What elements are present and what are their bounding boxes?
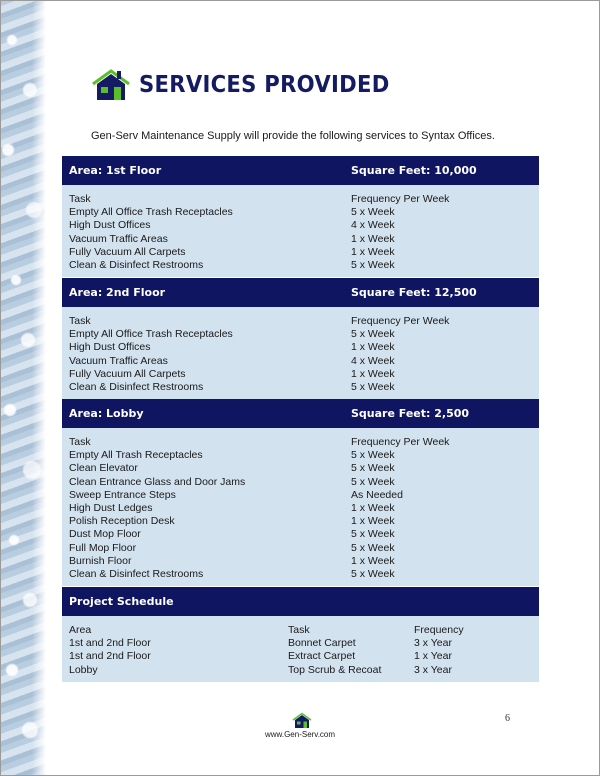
task-cell: Clean & Disinfect Restrooms [69,567,204,580]
schedule-title: Project Schedule [69,595,174,608]
frequency-cell: 3 x Year [414,637,452,650]
table-row [62,568,539,581]
col-task: Task [69,193,91,205]
frequency-cell: 5 x Week [351,567,395,580]
frequency-cell: 5 x Week [351,475,395,488]
frequency-cell: 5 x Week [351,380,395,393]
table-row [62,515,539,528]
task-cell: Empty All Office Trash Receptacles [69,328,233,341]
frequency-cell: As Needed [351,488,403,501]
table-row [62,650,539,663]
page-number: 6 [505,713,510,724]
task-cell: Sweep Entrance Steps [69,488,176,501]
frequency-cell: 1 x Week [351,554,395,567]
task-cell: Clean Entrance Glass and Door Jams [69,475,246,488]
task-cell: Fully Vacuum All Carpets [69,245,186,258]
table-row [62,368,539,381]
col-area: Area [69,624,92,636]
task-cell: Extract Carpet [288,650,356,663]
area-header [62,156,539,185]
intro-text: Gen-Serv Maintenance Supply will provide the following services to Syntax Offices. [91,130,495,142]
table-row [62,476,539,489]
frequency-cell: 1 x Week [351,515,395,528]
col-task: Task [69,436,91,448]
table-row [62,542,539,555]
area-body [62,185,539,277]
area-label: Area: 2nd Floor [69,286,166,299]
area-cell: 1st and 2nd Floor [69,650,151,663]
frequency-cell: 3 x Year [414,663,452,676]
frequency-cell: 5 x Week [351,328,395,341]
area-label: Area: 1st Floor [69,164,162,177]
house-logo-icon [91,68,131,102]
table-row [62,328,539,341]
area-body [62,307,539,399]
table-row [62,341,539,354]
task-cell: Full Mop Floor [69,541,137,554]
table-row [62,233,539,246]
frequency-cell: 1 x Week [351,232,395,245]
area-table-1st-floor [62,156,539,277]
square-feet-label: Square Feet: 12,500 [351,286,477,299]
schedule-body [62,616,539,682]
col-task: Task [69,315,91,327]
frequency-cell: 1 x Week [351,245,395,258]
frequency-cell: 1 x Year [414,650,452,663]
table-row [62,502,539,515]
table-row [62,555,539,568]
schedule-header [62,587,539,616]
table-row [62,219,539,232]
frequency-cell: 4 x Week [351,354,395,367]
col-task: Task [288,624,310,636]
col-frequency: Frequency Per Week [351,315,450,327]
col-frequency: Frequency [414,624,464,636]
frequency-cell: 5 x Week [351,541,395,554]
table-row [62,637,539,650]
column-header-row [62,624,539,637]
table-row [62,449,539,462]
task-cell: Dust Mop Floor [69,528,141,541]
task-cell: Empty All Trash Receptacles [69,449,203,462]
task-cell: Bonnet Carpet [288,637,356,650]
house-logo-icon [291,712,313,729]
frequency-cell: 1 x Week [351,341,395,354]
task-cell: Fully Vacuum All Carpets [69,367,186,380]
table-row [62,381,539,394]
square-feet-label: Square Feet: 2,500 [351,407,470,420]
table-row [62,664,539,677]
page-title: SERVICES PROVIDED [139,72,390,98]
task-cell: Vacuum Traffic Areas [69,232,168,245]
project-schedule-table [62,587,539,682]
area-header [62,278,539,307]
column-header-row [62,193,539,206]
area-label: Area: Lobby [69,407,144,420]
frequency-cell: 5 x Week [351,206,395,219]
table-row [62,246,539,259]
decorative-bubble-strip [0,0,46,776]
table-row [62,489,539,502]
area-table-2nd-floor [62,278,539,399]
title-row [91,68,411,102]
area-body [62,428,539,586]
task-cell: Vacuum Traffic Areas [69,354,168,367]
col-frequency: Frequency Per Week [351,436,450,448]
task-cell: Top Scrub & Recoat [288,663,382,676]
task-cell: Empty All Office Trash Receptacles [69,206,233,219]
area-cell: Lobby [69,663,98,676]
square-feet-label: Square Feet: 10,000 [351,164,477,177]
task-cell: Clean & Disinfect Restrooms [69,258,204,271]
task-cell: Burnish Floor [69,554,132,567]
frequency-cell: 5 x Week [351,258,395,271]
area-header [62,399,539,428]
area-cell: 1st and 2nd Floor [69,637,151,650]
frequency-cell: 5 x Week [351,528,395,541]
table-row [62,206,539,219]
table-row [62,259,539,272]
column-header-row [62,315,539,328]
table-row [62,528,539,541]
task-cell: Clean & Disinfect Restrooms [69,380,204,393]
task-cell: Polish Reception Desk [69,515,175,528]
frequency-cell: 4 x Week [351,219,395,232]
table-row [62,462,539,475]
area-table-lobby [62,399,539,586]
col-frequency: Frequency Per Week [351,193,450,205]
frequency-cell: 1 x Week [351,367,395,380]
task-cell: High Dust Offices [69,219,151,232]
frequency-cell: 1 x Week [351,501,395,514]
footer-url: www.Gen-Serv.com [264,730,336,739]
column-header-row [62,436,539,449]
table-row [62,355,539,368]
frequency-cell: 5 x Week [351,449,395,462]
frequency-cell: 5 x Week [351,462,395,475]
task-cell: High Dust Offices [69,341,151,354]
task-cell: High Dust Ledges [69,501,153,514]
task-cell: Clean Elevator [69,462,138,475]
